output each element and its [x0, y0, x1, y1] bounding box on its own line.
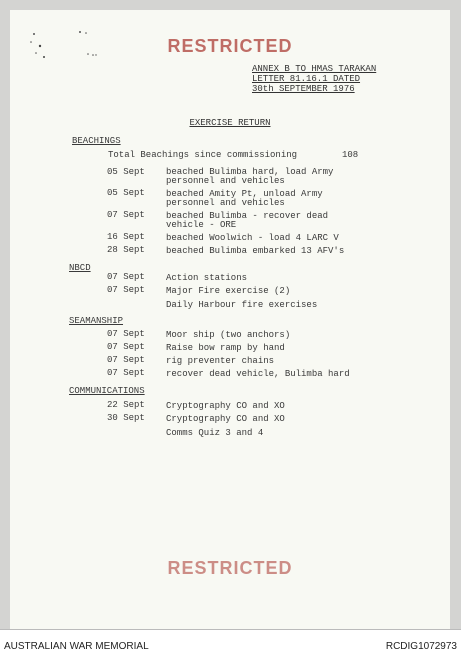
- entry-text: Major Fire exercise (2): [166, 286, 291, 296]
- annex-line: 30th SEPTEMBER 1976: [252, 84, 355, 94]
- annex-line: LETTER 81.16.1 DATED: [252, 74, 361, 84]
- total-beachings-label: Total Beachings since commissioning: [108, 150, 298, 160]
- annex-line: ANNEX B TO HMAS TARAKAN: [252, 64, 377, 74]
- restricted-stamp-top: RESTRICTED: [167, 36, 293, 56]
- entry-text: beached Bulimba hard, load Army: [166, 167, 334, 177]
- section-header-nbcd: NBCD: [69, 263, 91, 273]
- section-header-seamanship: SEAMANSHIP: [69, 316, 124, 326]
- entry-text: beached Bulimba - recover dead: [166, 211, 329, 221]
- entry-text: Daily Harbour fire exercises: [166, 300, 318, 310]
- entry-date: 16 Sept: [107, 232, 145, 242]
- entry-date: 05 Sept: [107, 167, 145, 177]
- entry-text-continued: vehicle - ORE: [166, 220, 237, 230]
- entry-text: Cryptography CO and XO: [166, 401, 285, 411]
- entry-text: Comms Quiz 3 and 4: [166, 428, 264, 438]
- section-header-communications: COMMUNICATIONS: [69, 386, 145, 396]
- entry-text: rig preventer chains: [166, 356, 275, 366]
- entry-text: beached Woolwich - load 4 LARC V: [166, 233, 339, 243]
- entry-date: 07 Sept: [107, 272, 145, 282]
- entry-date: 07 Sept: [107, 329, 145, 339]
- restricted-stamp-bottom: RESTRICTED: [167, 558, 293, 578]
- section-header-beachings: BEACHINGS: [72, 136, 121, 146]
- entry-text: Action stations: [166, 273, 248, 283]
- entry-text: beached Amity Pt, unload Army: [166, 189, 323, 199]
- total-beachings-value: 108: [342, 150, 359, 160]
- entry-date: 07 Sept: [107, 355, 145, 365]
- footer-record-id: RCDIG1072973: [385, 641, 457, 652]
- entry-date: 07 Sept: [107, 285, 145, 295]
- document-page: [10, 10, 450, 629]
- entry-date: 07 Sept: [107, 342, 145, 352]
- document-title: EXERCISE RETURN: [189, 118, 271, 128]
- entry-date: 30 Sept: [107, 413, 145, 423]
- entry-text: beached Bulimba embarked 13 AFV's: [166, 246, 345, 256]
- annex-reference: [252, 64, 376, 94]
- entry-text: Moor ship (two anchors): [166, 330, 291, 340]
- entry-text-continued: personnel and vehicles: [166, 176, 285, 186]
- entry-date: 28 Sept: [107, 245, 145, 255]
- entry-date: 07 Sept: [107, 210, 145, 220]
- entry-date: 22 Sept: [107, 400, 145, 410]
- entry-text: recover dead vehicle, Bulimba hard: [166, 369, 350, 379]
- entry-text: Cryptography CO and XO: [166, 414, 285, 424]
- entry-date: 05 Sept: [107, 188, 145, 198]
- archive-footer: [0, 629, 461, 654]
- entry-text-continued: personnel and vehicles: [166, 198, 285, 208]
- footer-source: AUSTRALIAN WAR MEMORIAL: [4, 641, 149, 652]
- entry-text: Raise bow ramp by hand: [166, 343, 285, 353]
- entry-date: 07 Sept: [107, 368, 145, 378]
